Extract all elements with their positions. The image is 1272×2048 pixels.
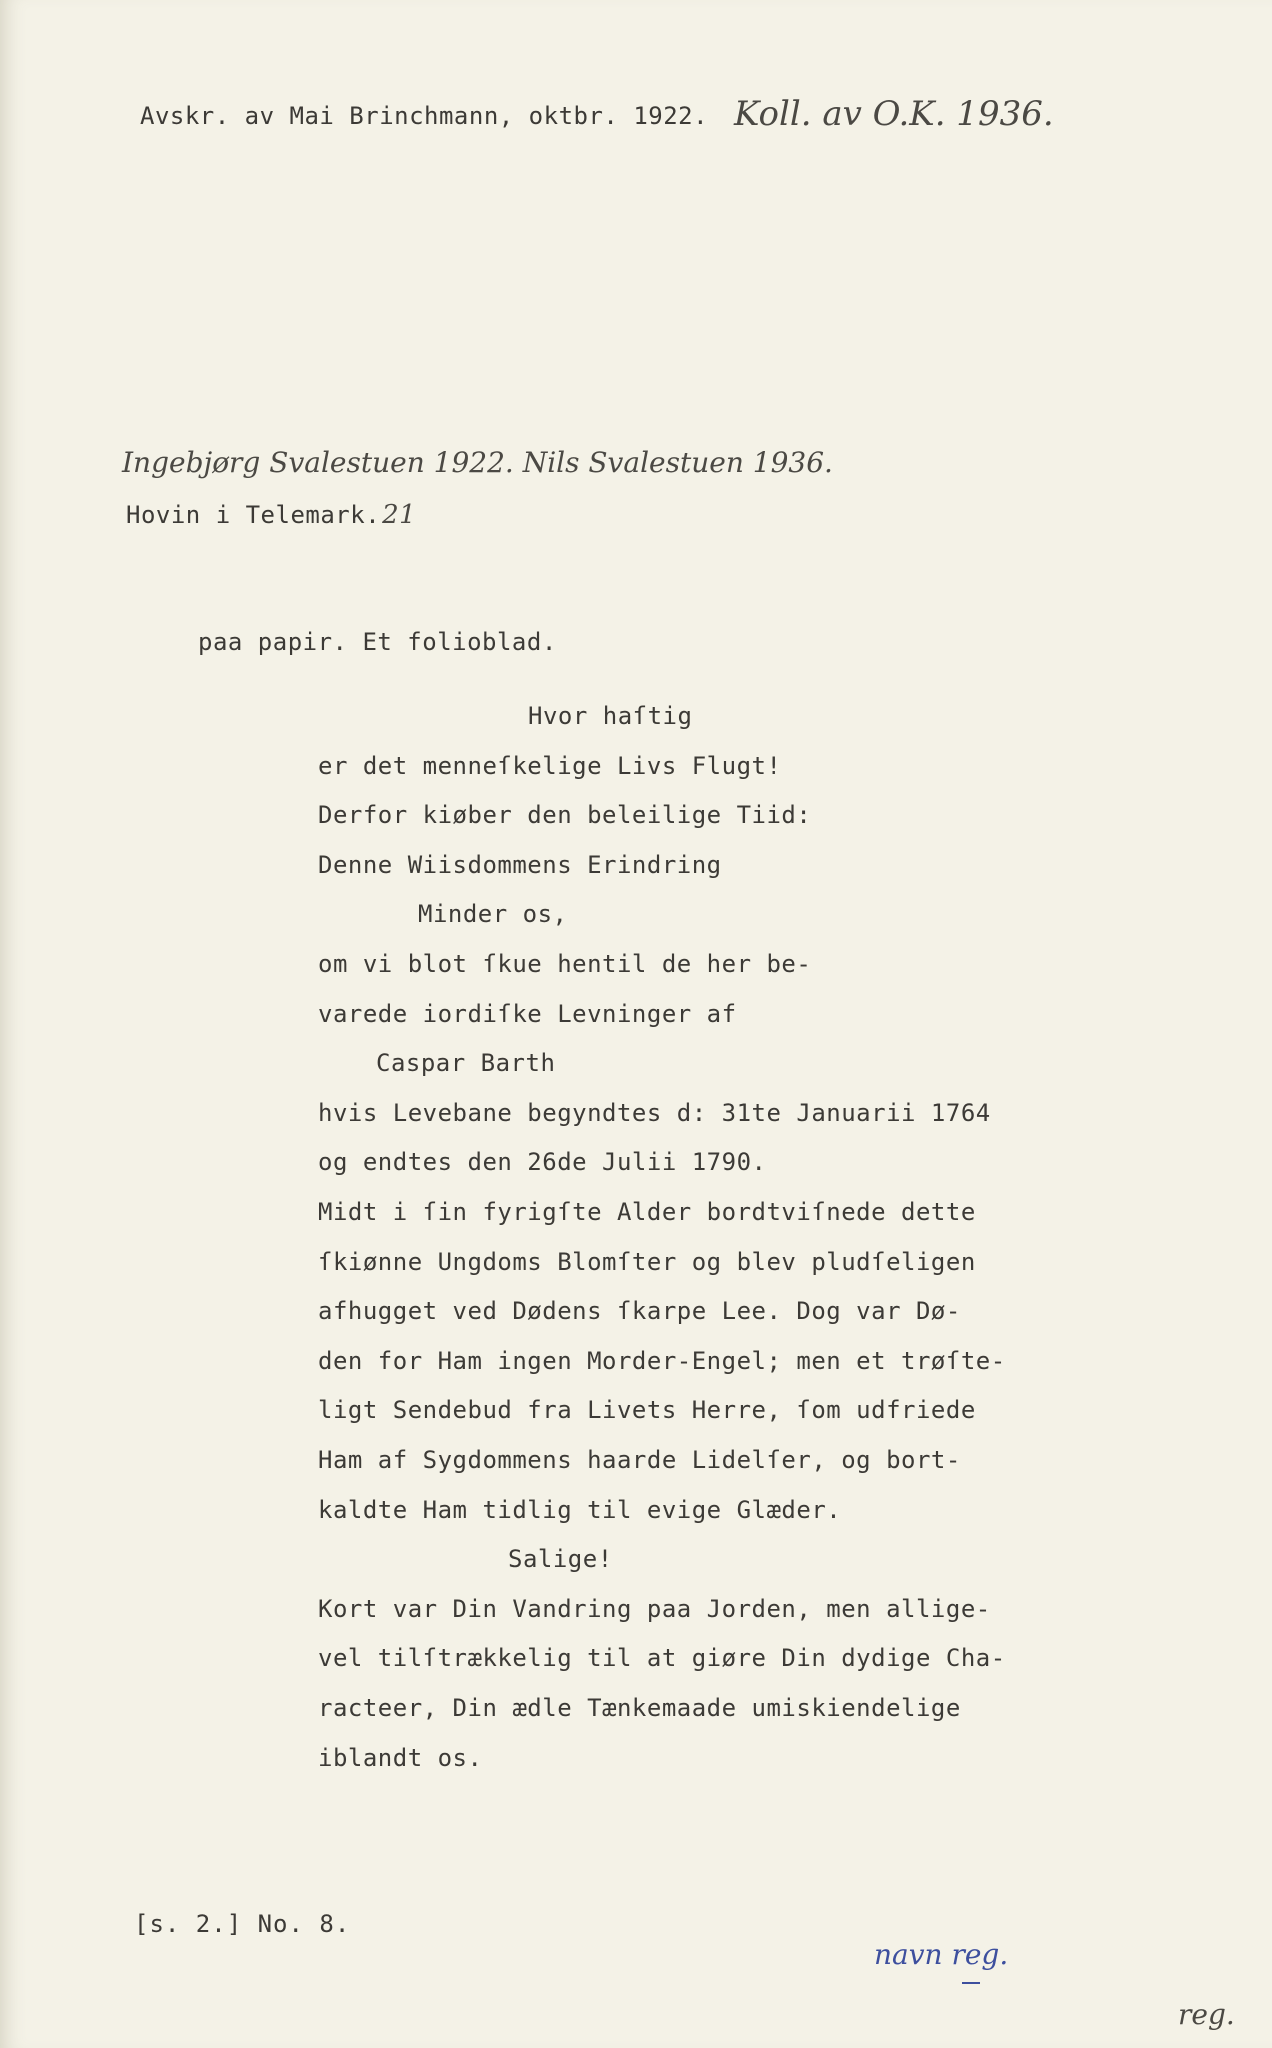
inscription-line: den for Ham ingen Morder-Engel; men et trøſte-	[318, 1347, 1006, 1375]
blue-underline-mark	[962, 1982, 980, 1984]
inscription-line: er det menneſkelige Livs Flugt!	[318, 752, 782, 780]
handwritten-place-number: 21	[382, 500, 417, 530]
inscription-line: racteer, Din ædle Tænkemaade umiskiendelige	[318, 1694, 961, 1722]
handwritten-register-note: navn reg.	[874, 1938, 1009, 1971]
inscription-line: og endtes den 26de Julii 1790.	[318, 1148, 767, 1176]
inscription-line: kaldte Ham tidlig til evige Glæder.	[318, 1496, 842, 1524]
inscription-line: Ham af Sygdommens haarde Lidelſer, og bort-	[318, 1446, 961, 1474]
page-reference	[134, 1910, 350, 1938]
item-number: No. 8.	[257, 1910, 351, 1938]
inscription-line: Midt i ſin fyrigſte Alder bordtviſnede dette	[318, 1198, 976, 1226]
object-description: paa papir. Et folioblad.	[198, 628, 557, 656]
inscription-line: hvis Levebane begyndtes d: 31te Januarii 1764	[318, 1099, 991, 1127]
inscription-line: iblandt os.	[318, 1744, 483, 1772]
place-line	[126, 500, 416, 530]
inscription-line: vel tilſtrækkelig til at giøre Din dydige Cha-	[318, 1644, 1006, 1672]
inscription-line: varede iordiſke Levninger af	[318, 1000, 737, 1028]
handwritten-corner-note: reg.	[1178, 1998, 1235, 2031]
inscription-line: Hvor haſtig	[528, 702, 693, 730]
inscription-line: Caspar Barth	[376, 1049, 556, 1077]
inscription-line: ligt Sendebud fra Livets Herre, ſom udfriede	[318, 1396, 976, 1424]
inscription-line: Denne Wiisdommens Erindring	[318, 851, 722, 879]
handwritten-collation-note: Koll. av O.K. 1936.	[734, 94, 1054, 134]
inscription-line: ſkiønne Ungdoms Blomſter og blev pludſeligen	[318, 1248, 976, 1276]
page-ref: [s. 2.]	[134, 1910, 243, 1938]
inscription-line: Derfor kiøber den beleilige Tiid:	[318, 801, 812, 829]
inscription-line: Minder os,	[418, 900, 568, 928]
place-name: Hovin i Telemark.	[126, 501, 381, 529]
transcription-note: Avskr. av Mai Brinchmann, oktbr. 1922.	[140, 102, 709, 130]
handwritten-informant-names: Ingebjørg Svalestuen 1922. Nils Svalestuen 1936.	[122, 446, 833, 479]
inscription-line: afhugget ved Dødens ſkarpe Lee. Dog var Dø-	[318, 1297, 961, 1325]
inscription-line: om vi blot ſkue hentil de her be-	[318, 950, 812, 978]
inscription-line: Salige!	[508, 1545, 613, 1573]
inscription-line: Kort var Din Vandring paa Jorden, men allige-	[318, 1595, 991, 1623]
